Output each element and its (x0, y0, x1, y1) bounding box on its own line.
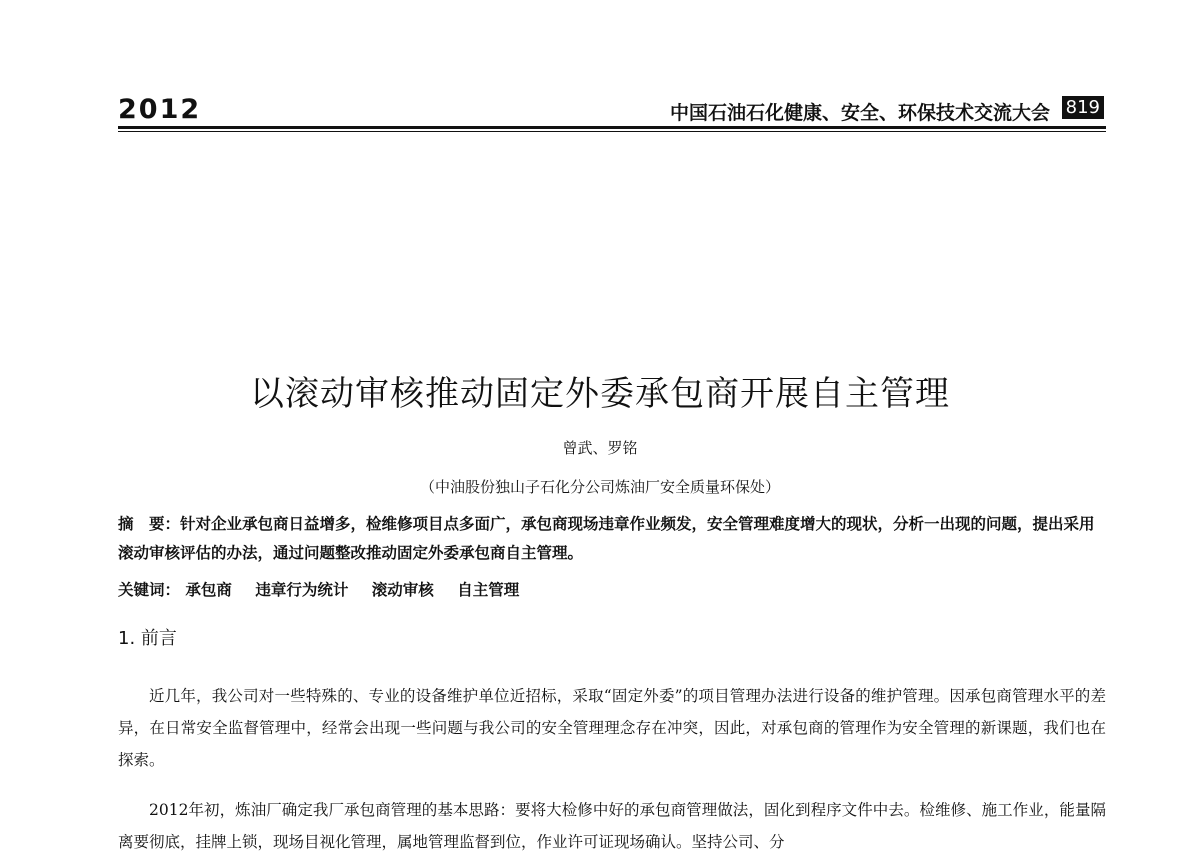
keyword-item: 违章行为统计 (255, 581, 349, 599)
page-number: 819 (1062, 96, 1104, 119)
keyword-item: 自主管理 (457, 581, 520, 599)
header-rule-thick (118, 126, 1106, 129)
section-heading-introduction: 1. 前言 (118, 628, 177, 649)
abstract (118, 510, 1106, 568)
header-year: 2012 (118, 94, 202, 125)
header-rule-thin (118, 131, 1106, 132)
abstract-label: 摘 要： (118, 515, 181, 533)
abstract-text: 针对企业承包商日益增多，检维修项目点多面广，承包商现场违章作业频发，安全管理难度增大的现状，分析一出现的问题，提出采用滚动审核评估的办法，通过问题整改推动固定外委承包商自主管理。 (118, 515, 1095, 562)
article-authors: 曾武、罗铭 (562, 439, 638, 457)
keywords (118, 576, 1106, 605)
header-conference-title: 中国石油石化健康、安全、环保技术交流大会 (669, 102, 1050, 124)
keyword-item: 承包商 (185, 581, 232, 599)
article-affiliation: （中油股份独山子石化分公司炼油厂安全质量环保处） (419, 478, 780, 496)
article-title: 以滚动审核推动固定外委承包商开展自主管理 (250, 374, 950, 414)
keywords-label: 关键词： (118, 581, 181, 599)
body-paragraph: 2012年初，炼油厂确定我厂承包商管理的基本思路：要将大检修中好的承包商管理做法，固化到程序文件中去。检维修、施工作业，能量隔离要彻底，挂牌上锁，现场目视化管理，属地管理监督到位，作业许可证现场确认。坚持公司、分 (118, 801, 1106, 851)
body-paragraph: 近几年，我公司对一些特殊的、专业的设备维护单位近招标，采取“固定外委”的项目管理办法进行设备的维护管理。因承包商管理水平的差异，在日常安全监督管理中，经常会出现一些问题与我公司的安全管理理念存在冲突，因此，对承包商的管理作为安全管理的新课题，我们也在探索。 (118, 687, 1106, 769)
keyword-item: 滚动审核 (371, 581, 434, 599)
running-header (118, 92, 1106, 130)
